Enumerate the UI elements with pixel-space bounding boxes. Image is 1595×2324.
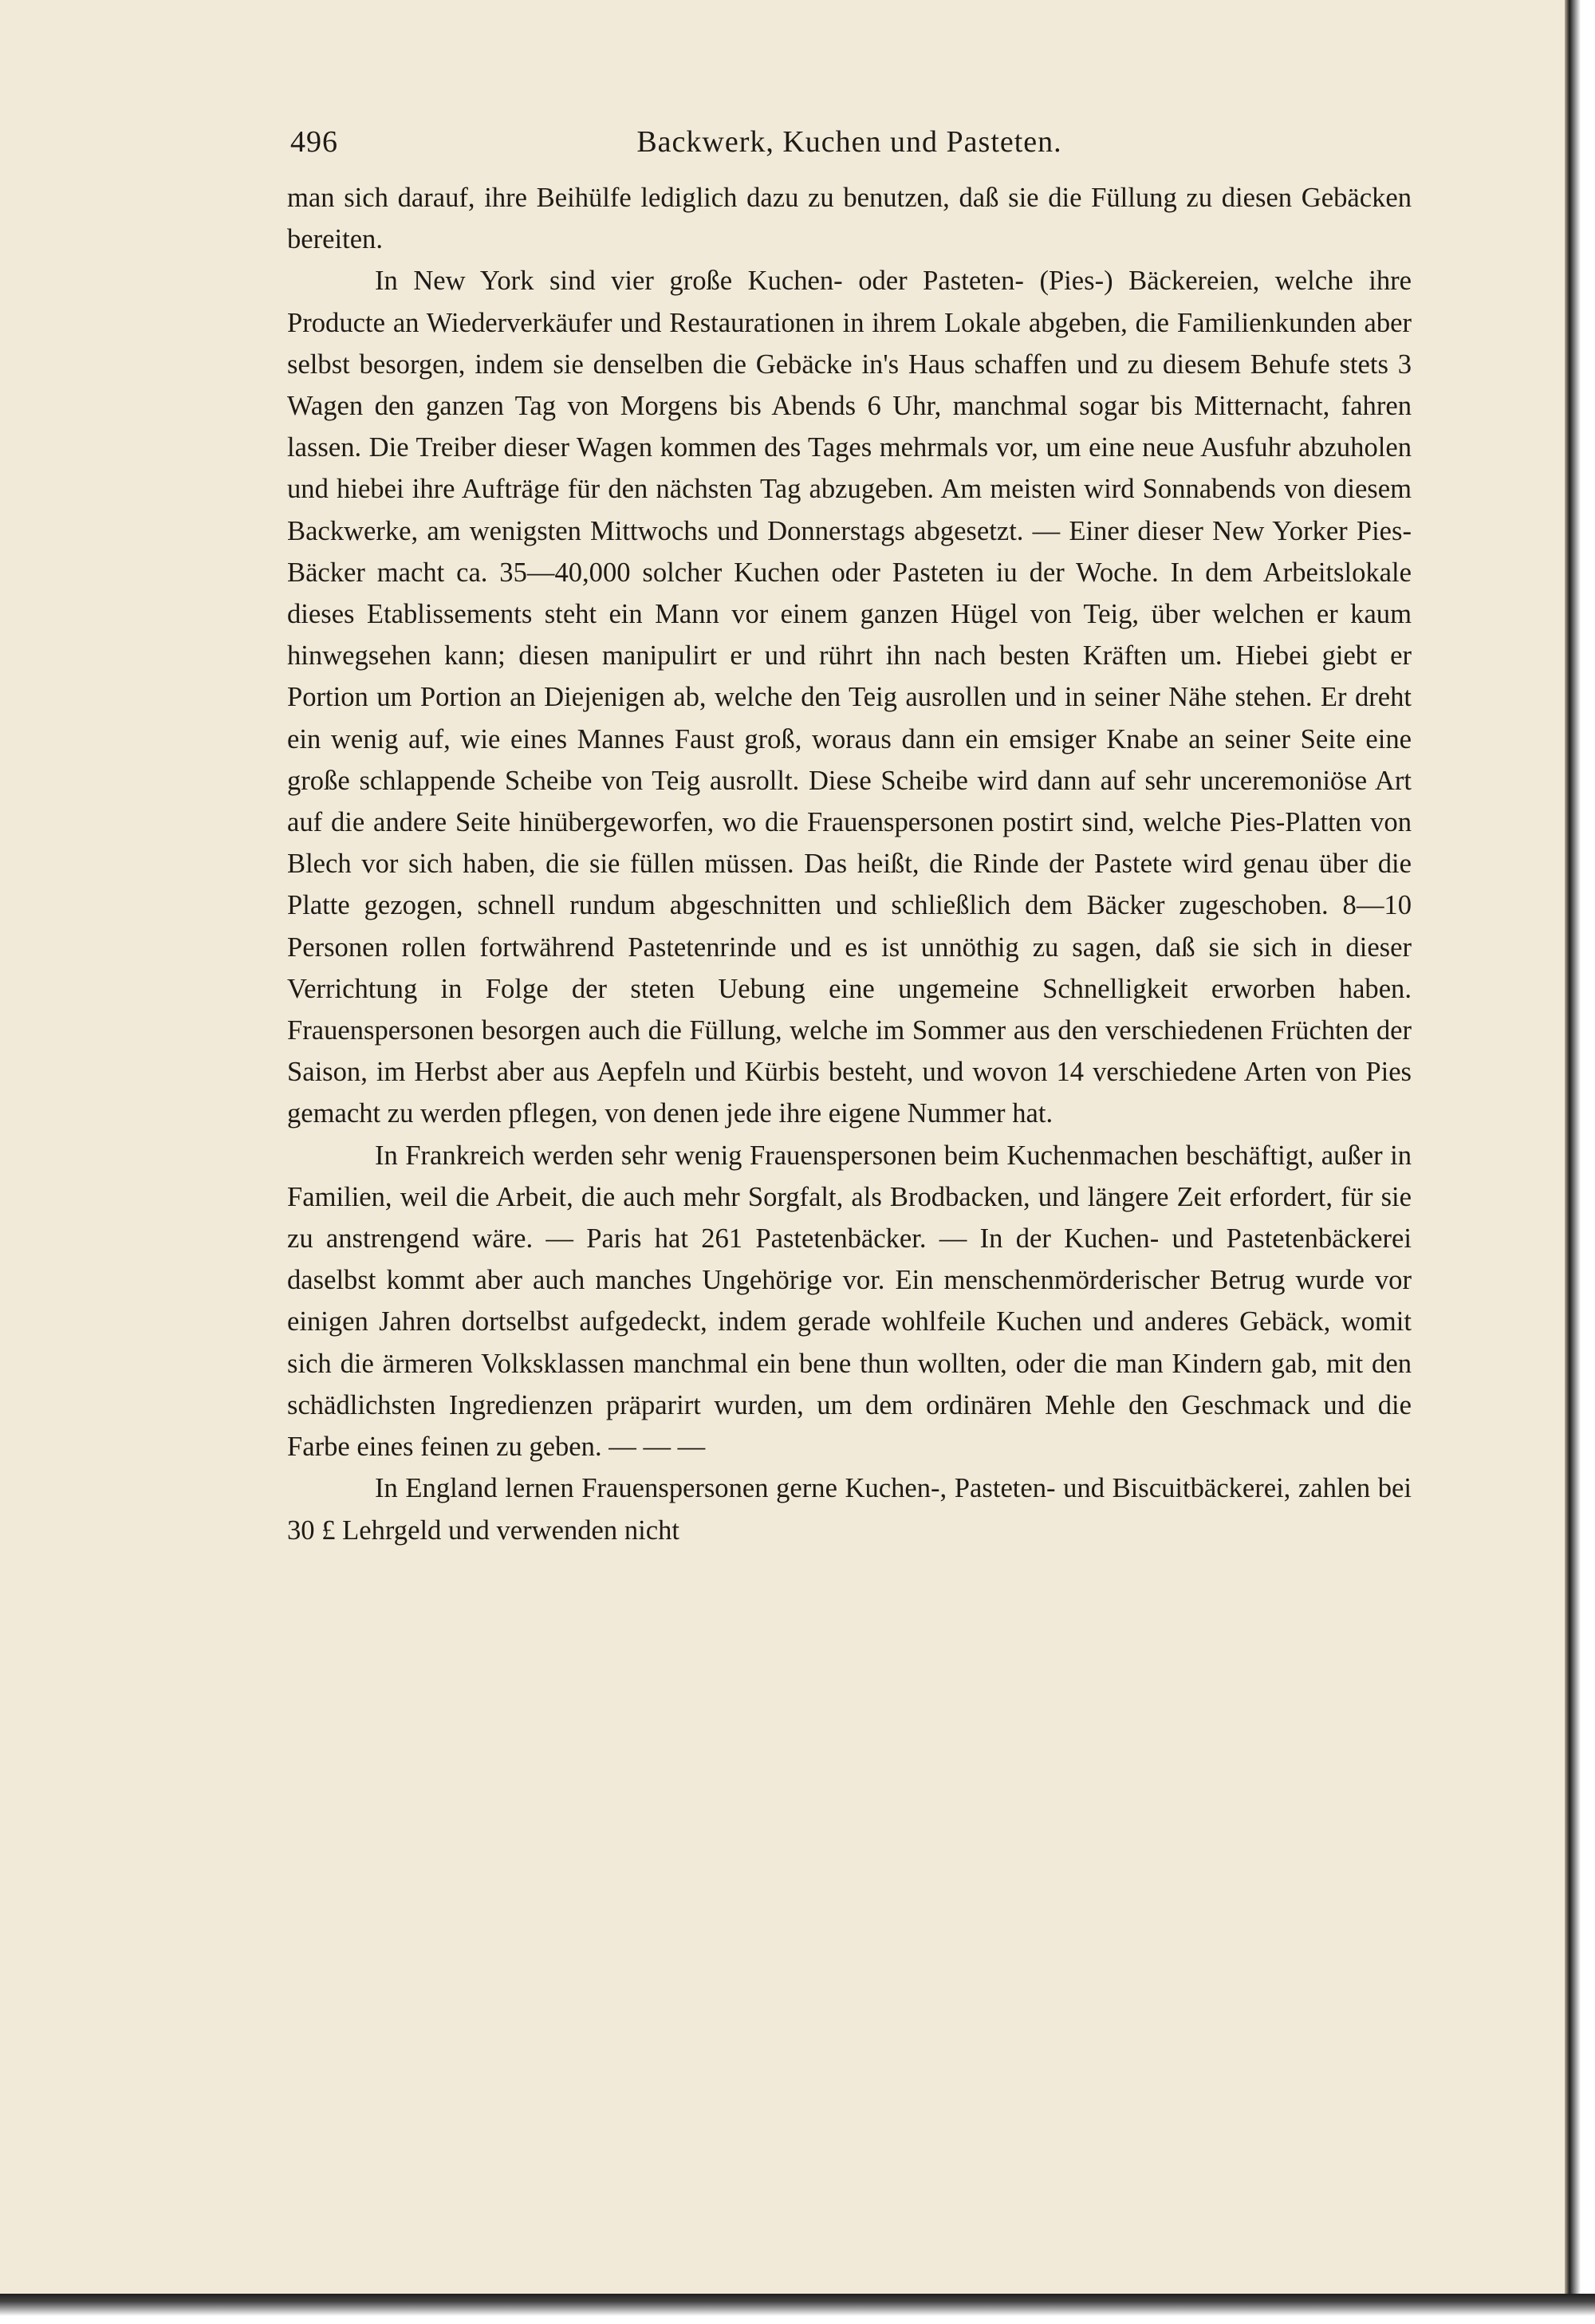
page-bottom-shadow [0,2294,1595,2324]
paragraph-4: In England lernen Frauenspersonen gerne Kuchen-, Pasteten- und Biscuitbäckerei, zahlen bei 30 £ Lehrgeld und verwenden nicht [287,1473,1412,1546]
page-edge-shadow [1565,0,1595,2324]
page-content [287,112,1412,1551]
paragraph-2: In New York sind vier große Kuchen- oder Pasteten- (Pies-) Bäckereien, welche ihre Producte an Wiederverkäufer und Restaurationen in ihrem Lokale abgeben, die Familienkunden aber selbst besorgen, indem sie denselben die Gebäcke in's Haus schaffen und zu diesem Behufe stets 3 Wagen den ganzen Tag von Morgens bis Abends 6 Uhr, manchmal sogar bis Mitternacht, fahren lassen. Die Treiber dieser Wagen kommen des Tages mehrmals vor, um eine neue Ausfuhr abzuholen und hiebei ihre Aufträge für den nächsten Tag abzugeben. Am meisten wird Sonnabends von diesem Backwerke, am wenigsten Mittwochs und Donnerstags abgesetzt. — Einer dieser New Yorker Pies-Bäcker macht ca. 35—40,000 solcher Kuchen oder Pasteten iu der Woche. In dem Arbeitslokale dieses Etablissements steht ein Mann vor einem ganzen Hügel von Teig, über welchen er kaum hinwegsehen kann; diesen manipulirt er und rührt ihn nach besten Kräften um. Hiebei giebt er Portion um Portion an Diejenigen ab, welche den Teig ausrollen und in seiner Nähe stehen. Er dreht ein wenig auf, wie eines Mannes Faust groß, woraus dann ein emsiger Knabe an seiner Seite eine große schlappende Scheibe von Teig ausrollt. Diese Scheibe wird dann auf sehr unceremoniöse Art auf die andere Seite hinübergeworfen, wo die Frauenspersonen postirt sind, welche Pies-Platten von Blech vor sich haben, die sie füllen müssen. Das heißt, die Rinde der Pastete wird genau über die Platte gezogen, schnell rundum abgeschnitten und schließlich dem Bäcker zugeschoben. 8—10 Personen rollen fortwährend Pastetenrinde und es ist unnöthig zu sagen, daß sie sich in dieser Verrichtung in Folge der steten Uebung eine ungemeine Schnelligkeit erworben haben. Frauenspersonen besorgen auch die Füllung, welche im Sommer aus den verschiedenen Früchten der Saison, im Herbst aber aus Aepfeln und Kürbis besteht, und wovon 14 verschiedene Arten von Pies gemacht zu werden pflegen, von denen jede ihre eigene Nummer hat. [287,266,1412,1129]
page-header [287,112,1412,167]
running-title: Backwerk, Kuchen und Pasteten. [636,125,1062,159]
paragraph-3: In Frankreich werden sehr wenig Frauenspersonen beim Kuchenmachen beschäftigt, außer in Familien, weil die Arbeit, die auch mehr Sorgfalt, als Brodbacken, und längere Zeit erfordert, für sie zu anstrengend wäre. — Paris hat 261 Pastetenbäcker. — In der Kuchen- und Pastetenbäckerei daselbst kommt aber auch manches Ungehörige vor. Ein menschenmörderischer Betrug wurde vor einigen Jahren dortselbst aufgedeckt, indem gerade wohlfeile Kuchen und anderes Gebäck, womit sich die ärmeren Volksklassen manchmal ein bene thun wollten, oder die man Kindern gab, mit den schädlichsten Ingredienzen präparirt wurden, um dem ordinären Mehle den Geschmack und die Farbe eines feinen zu geben. — — — [287,1140,1412,1463]
page-number: 496 [290,125,338,159]
body-text [287,177,1412,1551]
paragraph-1: man sich darauf, ihre Beihülfe lediglich dazu zu benutzen, daß sie die Füllung zu diesen Gebäcken bereiten. [287,183,1412,255]
